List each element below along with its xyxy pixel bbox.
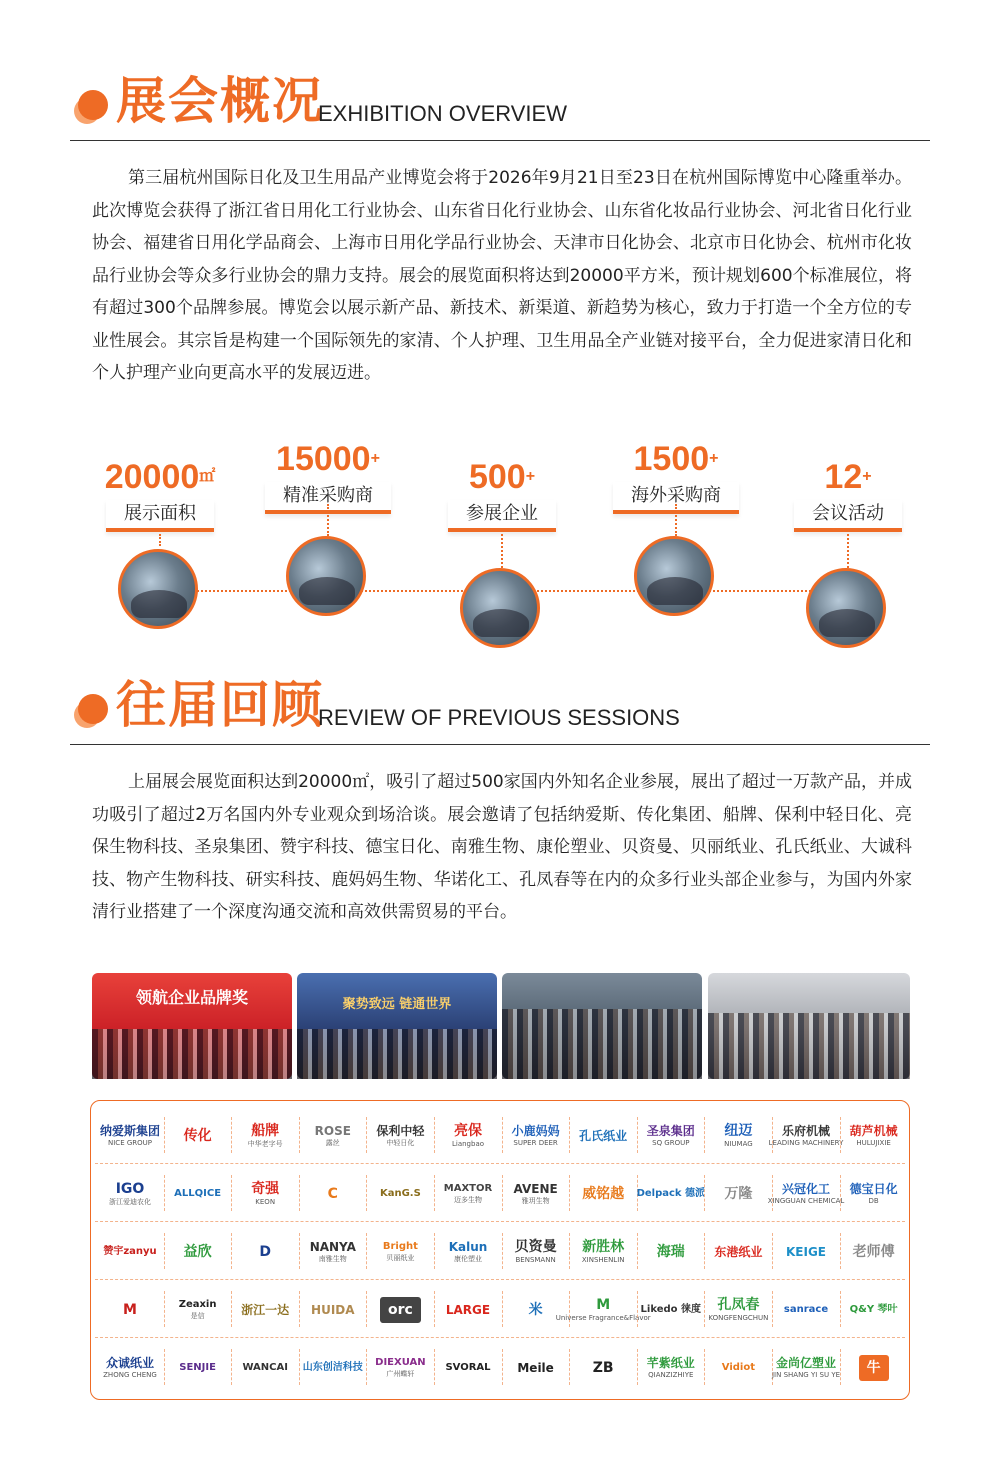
exhibitor-logo (640, 1345, 702, 1391)
exhibitor-logo (99, 1113, 161, 1159)
logo-separator (772, 1291, 774, 1327)
logo-mark: 金尚亿塑业 (775, 1356, 836, 1371)
logo-mark: Q&Y 琴叶 (849, 1303, 898, 1315)
logo-mark: 贝资曼 (514, 1238, 557, 1255)
logo-mark: WANCAI (242, 1361, 288, 1373)
overview-paragraph: 第三届杭州国际日化及卫生用品产业博览会将于2026年9月21日至23日在杭州国际博览中心隆重举办。此次博览会获得了浙江省日用化工行业协会、山东省日化行业协会、山东省化妆品行业协会、河北省日化行业协会、福建省日用化学品商会、上海市日用化学品行业协会、天津市日化协会、北京市日化协会、杭州市化妆品行业协会等众多行业协会的鼎力支持。展会的展览面积将达到20000平方米，预计规划600个标准展位，将有超过300个品牌参展。博览会以展示新产品、新技术、新渠道、新趋势为核心，致力于打造一个全方位的专业性展会。其宗旨是构建一个国际领先的家清、个人护理、卫生用品全产业链对接平台，全力促进家清日化和个人护理产业向更高水平的发展迈进。 (92, 168, 912, 383)
exhibitor-logo (369, 1345, 431, 1391)
stat-number: 1500 (633, 440, 710, 478)
stat-unit: + (370, 450, 380, 467)
stat-photo (806, 568, 886, 648)
logo-separator (772, 1233, 774, 1269)
stat-photo (634, 536, 714, 616)
logo-separator (704, 1349, 706, 1385)
logo-separator (164, 1175, 166, 1211)
logo-separator (569, 1117, 571, 1153)
exhibitor-logo (99, 1287, 161, 1333)
logo-separator (772, 1349, 774, 1385)
logo-subtitle: XINSHENLIN (581, 1255, 625, 1264)
logo-separator (434, 1233, 436, 1269)
exhibitor-logo (640, 1287, 702, 1333)
logo-separator (704, 1117, 706, 1153)
logo-mark: M (123, 1301, 137, 1318)
stat-unit: ㎡ (199, 468, 216, 485)
logo-subtitle: Liangbao (451, 1139, 485, 1148)
exhibitor-logo (505, 1113, 567, 1159)
logo-separator (164, 1117, 166, 1153)
exhibitor-logo (771, 1345, 841, 1391)
logo-mark: ALLQICE (174, 1187, 222, 1199)
logo-subtitle: ZHONG CHENG (103, 1370, 157, 1379)
logo-subtitle: 是信 (190, 1311, 205, 1320)
header-rule (70, 140, 930, 141)
exhibitor-logo (167, 1113, 229, 1159)
logo-separator (637, 1117, 639, 1153)
stats-row (70, 440, 930, 650)
logo-mark: 奇强 (251, 1180, 280, 1197)
exhibitor-logo (843, 1287, 905, 1333)
logo-mark: 赞宇zanyu (103, 1245, 157, 1257)
review-paragraph: 上届展会展览面积达到20000㎡，吸引了超过500家国内外知名企业参展，展出了超过一万款产品，并成功吸引了超过2万名国内外专业观众到场洽谈。展会邀请了包括纳爱斯、传化集团、船牌、保利中轻日化、亮保生物科技、圣泉集团、赞宇科技、德宝日化、南雅生物、康伦塑业、贝资曼、贝丽纸业、孔氏纸业、大诚科技、物产生物科技、研实科技、鹿妈妈生物、华诺化工、孔凤春等在内的众多行业头部企业参与，为国内外家清行业搭建了一个深度沟通交流和高效供需贸易的平台。 (92, 772, 912, 922)
logo-mark: D (259, 1243, 271, 1260)
overview-header (70, 70, 930, 140)
logo-separator (434, 1349, 436, 1385)
stat-photo (118, 549, 198, 629)
photo-exhibition-hall (708, 973, 910, 1079)
logo-separator (434, 1291, 436, 1327)
exhibitor-logo (167, 1345, 229, 1391)
exhibitor-logo (99, 1229, 161, 1275)
logo-subtitle: 雅玥生物 (521, 1196, 550, 1205)
logo-separator (569, 1349, 571, 1385)
logo-separator (299, 1175, 301, 1211)
stat-label: 海外采购商 (613, 482, 739, 514)
overview-title-en: EXHIBITION OVERVIEW (318, 101, 567, 126)
logo-subtitle: 中华老字号 (247, 1139, 283, 1148)
exhibitor-logo (234, 1171, 296, 1217)
logo-separator (231, 1233, 233, 1269)
logo-mark: 东港纸业 (714, 1244, 763, 1259)
exhibitor-logo (572, 1171, 634, 1217)
exhibitor-logo (843, 1229, 905, 1275)
exhibitor-logo (437, 1171, 499, 1217)
logo-separator (502, 1291, 504, 1327)
logo-separator (164, 1233, 166, 1269)
stat-label: 参展企业 (448, 500, 556, 532)
logo-separator (299, 1233, 301, 1269)
logo-separator (704, 1233, 706, 1269)
exhibitor-logo (775, 1229, 837, 1275)
exhibitor-logo (99, 1171, 161, 1217)
logo-separator (704, 1291, 706, 1327)
stat-unit: + (525, 468, 536, 485)
logo-separator (164, 1349, 166, 1385)
logo-subtitle: 康伦塑业 (454, 1254, 482, 1263)
logo-separator (434, 1117, 436, 1153)
exhibitor-logo (437, 1229, 499, 1275)
logo-mark: ZB (592, 1359, 614, 1376)
exhibitor-logo (775, 1287, 837, 1333)
logo-mark: 浙江一达 (241, 1302, 290, 1317)
stat-conferences (758, 458, 938, 532)
logo-mark: 万隆 (724, 1185, 753, 1202)
stat-overseas-buyers (586, 440, 766, 514)
logo-mark: MAXTOR (443, 1183, 493, 1195)
logo-subtitle: NICE GROUP (108, 1138, 152, 1147)
logo-separator (637, 1291, 639, 1327)
logo-mark: M (596, 1296, 611, 1313)
stat-buyers (238, 440, 418, 514)
logo-subtitle: 南雅生物 (318, 1254, 347, 1263)
logo-mark: C (327, 1185, 338, 1202)
logo-mark: LARGE (445, 1302, 491, 1317)
logo-mark: 芊紫纸业 (646, 1356, 695, 1371)
stat-unit: + (709, 450, 719, 467)
exhibitor-logo (369, 1113, 431, 1159)
logo-separator (502, 1233, 504, 1269)
logo-mark: HUIDA (311, 1302, 355, 1317)
logo-mark: Kalun (448, 1240, 488, 1255)
logo-separator (434, 1175, 436, 1211)
exhibitor-logo (302, 1229, 364, 1275)
logo-separator (231, 1175, 233, 1211)
logo-separator (569, 1233, 571, 1269)
exhibitor-logo (302, 1345, 364, 1391)
logo-mark: 德宝日化 (849, 1182, 898, 1197)
logo-separator (840, 1175, 842, 1211)
logo-row (95, 1281, 905, 1338)
logo-subtitle: KONGFENGCHUN (708, 1313, 769, 1322)
logo-row (95, 1223, 905, 1280)
logo-mark: 葫芦机械 (849, 1124, 898, 1139)
logo-mark: Likedo 徕度 (640, 1303, 702, 1315)
logo-mark: 益欣 (183, 1243, 212, 1260)
logo-subtitle: 露丝 (325, 1138, 340, 1147)
logo-subtitle: 迈多生物 (454, 1195, 482, 1204)
exhibitor-logo (369, 1171, 431, 1217)
exhibitor-logo (99, 1345, 161, 1391)
logo-mark: Meile (517, 1360, 554, 1375)
exhibitor-logo (555, 1287, 651, 1333)
logo-mark: Zeaxin (178, 1299, 217, 1311)
review-title-cn: 往届回顾 (116, 676, 324, 734)
logo-row (95, 1339, 905, 1395)
logo-row (95, 1165, 905, 1222)
logo-mark: Vidiot (721, 1361, 755, 1373)
logo-separator (299, 1291, 301, 1327)
photo-award-ceremony (92, 973, 292, 1079)
exhibitor-logo (707, 1229, 769, 1275)
logo-subtitle: 中轻日化 (386, 1138, 415, 1147)
exhibitor-logo (767, 1171, 845, 1217)
logo-mark: 圣泉集团 (646, 1124, 695, 1139)
exhibitor-logo-grid (90, 1100, 910, 1400)
exhibitor-logo (572, 1345, 634, 1391)
exhibitor-logo (640, 1229, 702, 1275)
stat-unit: + (862, 468, 872, 485)
bullet-dot-icon (78, 90, 108, 120)
exhibitor-logo (843, 1113, 905, 1159)
logo-separator (366, 1349, 368, 1385)
stat-number: 20000 (104, 458, 200, 496)
logo-mark: 兴冠化工 (781, 1182, 830, 1197)
exhibitor-logo (302, 1171, 364, 1217)
logo-mark: 传化 (183, 1127, 212, 1144)
exhibitor-logo (843, 1345, 905, 1391)
logo-subtitle: JIN SHANG YI SU YE (771, 1370, 841, 1379)
logo-mark: 山东创洁科技 (302, 1361, 363, 1373)
logo-mark: sanrace (783, 1303, 829, 1315)
logo-mark: DIEXUAN (375, 1357, 426, 1369)
logo-separator (840, 1291, 842, 1327)
logo-separator (569, 1175, 571, 1211)
logo-mark: Bright (382, 1241, 418, 1253)
overview-title-cn: 展会概况 (116, 72, 324, 130)
logo-row (95, 1107, 905, 1164)
exhibitor-logo (505, 1229, 567, 1275)
logo-separator (366, 1291, 368, 1327)
logo-subtitle: DB (868, 1196, 879, 1205)
header-rule (70, 744, 930, 745)
logo-subtitle: 浙江爱迪农化 (109, 1197, 151, 1206)
logo-subtitle: 广州蝶轩 (386, 1369, 415, 1378)
logo-subtitle: XINGGUAN CHEMICAL (767, 1196, 845, 1205)
logo-mark: NANYA (309, 1240, 356, 1255)
bullet-dot-icon (78, 694, 108, 724)
exhibitor-logo (707, 1287, 769, 1333)
exhibitor-logo (302, 1113, 364, 1159)
stat-exhibitors (412, 458, 592, 532)
logo-mark: 孔凤春 (717, 1296, 760, 1313)
logo-subtitle: QIANZIZHIYE (648, 1370, 694, 1379)
exhibitor-logo (369, 1287, 431, 1333)
logo-mark: 船牌 (251, 1122, 280, 1139)
exhibitor-logo (437, 1287, 499, 1333)
photo-strip (92, 973, 910, 1079)
logo-mark: 亮保 (454, 1122, 482, 1139)
logo-subtitle: NIUMAG (724, 1139, 753, 1148)
exhibitor-logo (302, 1287, 364, 1333)
logo-mark: 海瑞 (656, 1243, 685, 1260)
logo-separator (772, 1175, 774, 1211)
stat-exhibition-area (70, 458, 250, 532)
stat-photo (460, 568, 540, 648)
logo-separator (231, 1117, 233, 1153)
logo-mark: 孔氏纸业 (579, 1128, 628, 1143)
logo-separator (502, 1349, 504, 1385)
logo-mark: 新胜林 (582, 1238, 625, 1255)
stat-number: 15000 (276, 440, 371, 478)
exhibitor-logo (572, 1113, 634, 1159)
logo-separator (366, 1117, 368, 1153)
logo-mark: 保利中轻 (376, 1124, 425, 1139)
stat-label: 会议活动 (794, 500, 902, 532)
logo-separator (366, 1233, 368, 1269)
logo-subtitle: KEON (255, 1197, 276, 1206)
logo-mark: 米 (528, 1301, 543, 1318)
logo-subtitle: SQ GROUP (652, 1138, 690, 1147)
exhibitor-logo (707, 1345, 769, 1391)
exhibitor-logo (505, 1171, 567, 1217)
logo-mark: AVENE (513, 1182, 558, 1197)
stat-label: 精准采购商 (265, 482, 391, 514)
logo-separator (231, 1349, 233, 1385)
exhibitor-logo (707, 1113, 769, 1159)
logo-mark: 纳爱斯集团 (99, 1124, 160, 1139)
exhibitor-logo (636, 1171, 706, 1217)
exhibitor-logo (234, 1113, 296, 1159)
exhibitor-logo (167, 1229, 229, 1275)
logo-separator (299, 1117, 301, 1153)
logo-subtitle: LEADING MACHINERY (768, 1138, 844, 1147)
logo-separator (299, 1349, 301, 1385)
logo-mark: SVORAL (445, 1361, 491, 1373)
exhibitor-logo (768, 1113, 844, 1159)
logo-mark: 小鹿妈妈 (511, 1124, 560, 1139)
exhibitor-logo (707, 1171, 769, 1217)
stat-photo (286, 536, 366, 616)
exhibitor-logo (437, 1113, 499, 1159)
exhibitor-logo (572, 1229, 634, 1275)
review-header (70, 674, 930, 744)
logo-mark: KEIGE (785, 1244, 826, 1259)
logo-separator (840, 1349, 842, 1385)
exhibitor-logo (437, 1345, 499, 1391)
logo-separator (840, 1117, 842, 1153)
review-title-en: REVIEW OF PREVIOUS SESSIONS (318, 705, 680, 730)
stat-number: 500 (468, 458, 526, 496)
logo-separator (637, 1233, 639, 1269)
logo-separator (366, 1175, 368, 1211)
stat-label: 展示面积 (106, 500, 214, 532)
logo-mark: 纽迈 (724, 1122, 753, 1139)
logo-mark: orc (380, 1297, 421, 1324)
exhibitor-logo (167, 1171, 229, 1217)
exhibitor-logo (505, 1345, 567, 1391)
logo-mark: 威铭越 (582, 1185, 625, 1202)
logo-mark: IGO (115, 1180, 145, 1197)
logo-mark: Delpack 德派 (636, 1187, 706, 1199)
logo-separator (840, 1233, 842, 1269)
logo-separator (164, 1291, 166, 1327)
logo-mark: 乐府机械 (781, 1124, 830, 1139)
logo-subtitle: 贝丽纸业 (386, 1253, 415, 1262)
stat-number: 12 (824, 458, 863, 496)
exhibitor-logo (234, 1345, 296, 1391)
logo-subtitle: SUPER DEER (513, 1138, 558, 1147)
logo-mark: SENJIE (179, 1361, 216, 1373)
exhibitor-logo (843, 1171, 905, 1217)
exhibitor-logo (505, 1287, 567, 1333)
logo-mark: ROSE (314, 1124, 351, 1139)
logo-mark: 老师傅 (852, 1243, 895, 1260)
stage-banner-text: 聚势致远 链通世界 (342, 997, 452, 1012)
logo-separator (231, 1291, 233, 1327)
logo-separator (704, 1175, 706, 1211)
logo-subtitle: HULUJIXIE (856, 1138, 891, 1147)
logo-separator (502, 1175, 504, 1211)
exhibitor-logo (167, 1287, 229, 1333)
logo-mark: 众诚纸业 (105, 1356, 154, 1371)
exhibitor-logo (369, 1229, 431, 1275)
exhibitor-logo (234, 1229, 296, 1275)
award-banner-text: 领航企业品牌奖 (135, 988, 248, 1007)
logo-mark: KanG.S (379, 1187, 421, 1199)
logo-subtitle: Universe Fragrance&Flavor (555, 1313, 651, 1322)
photo-stage (297, 973, 497, 1079)
logo-subtitle: BENSMANN (515, 1255, 556, 1264)
exhibitor-logo (234, 1287, 296, 1333)
logo-mark: 牛 (859, 1355, 889, 1382)
logo-separator (772, 1117, 774, 1153)
logo-separator (502, 1117, 504, 1153)
exhibitor-logo (640, 1113, 702, 1159)
logo-separator (637, 1349, 639, 1385)
photo-crowd-entrance (502, 973, 702, 1079)
